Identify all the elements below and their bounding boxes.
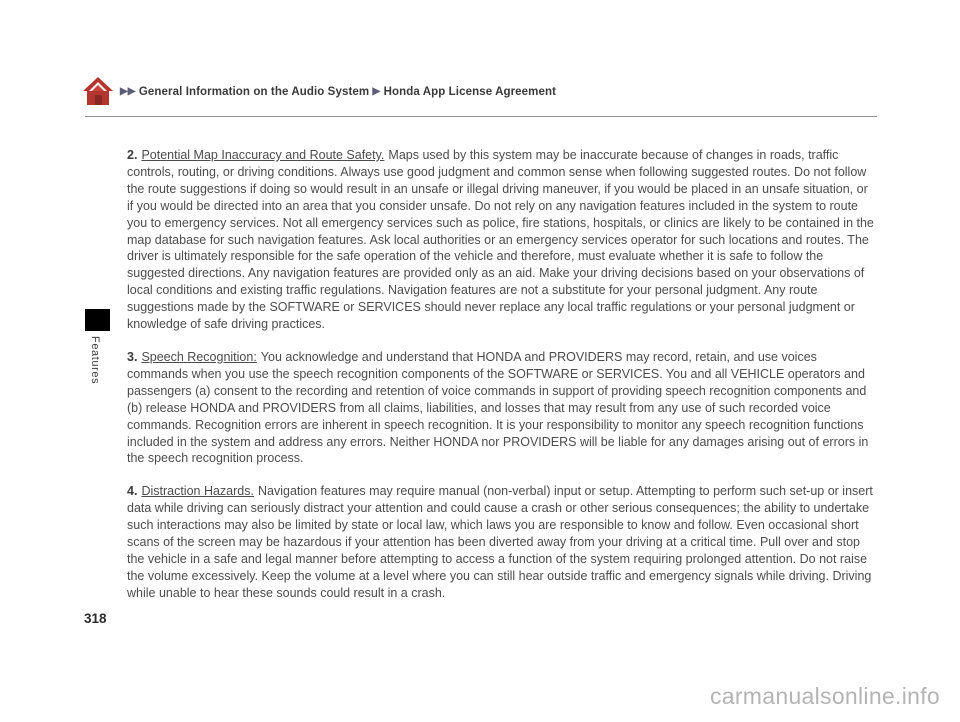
paragraph-number: 4.	[127, 484, 138, 499]
paragraph-heading: Speech Recognition:	[141, 349, 257, 364]
paragraph-heading: Distraction Hazards.	[141, 484, 254, 499]
breadcrumb	[120, 84, 556, 98]
paragraph-heading: Potential Map Inaccuracy and Route Safety.	[141, 148, 385, 162]
paragraph-body: Maps used by this system may be inaccurate because of changes in roads, traffic controls, routing, or driving conditions. Always use good judgment and common sense when following suggested routes. Do not follow the route suggestions if doing so would result in an unsafe or illegal driving maneuver, if you would be placed in an unsafe situation, or if you would be directed into an area that you consider unsafe. Do not rely on any navigation features included in the system to route you to emergency services. Not all emergency services such as police, fire stations, hospitals, or clinics are likely to be contained in the map database for such navigation features. Ask local authorities or an emergency services operator for such locations and routes. The driver is ultimately responsible for the safe operation of the vehicle and therefore, must evaluate whether it is safe to follow the suggested directions. Any navigation features are provided only as an aid. Make your driving decisions based on your observations of local conditions and existing traffic regulations. Navigation features are not a substitute for your personal judgment. Any route suggestions made by the SOFTWARE or SERVICES should never replace any local traffic regulations or your personal judgment or knowledge of safe driving practices.	[127, 148, 874, 332]
paragraph-distraction-hazards	[127, 483, 877, 601]
watermark: carmanualsonline.info	[709, 683, 940, 709]
home-icon[interactable]	[83, 76, 113, 106]
paragraph-number: 2.	[127, 148, 138, 162]
page-number: 318	[84, 611, 107, 626]
header-divider	[85, 116, 877, 117]
paragraph-body: Navigation features may require manual (non-verbal) input or setup. Attempting to perform such set-up or insert data while driving can seriously distract your attention and could cause a crash or other serious consequences; the ability to undertake such interactions may also be limited by state or local law, which laws you are responsible to know and follow. Even occasional short scans of the screen may be hazardous if your attention has been diverted away from your driving at a critical time. Pull over and stop the vehicle in a safe and legal manner before attempting to access a function of the system requiring prolonged attention. Do not raise the volume excessively. Keep the volume at a level where you can still hear outside traffic and emergency signals while driving. Driving while unable to hear these sounds could result in a crash.	[127, 484, 873, 600]
paragraph-body: You acknowledge and understand that HONDA and PROVIDERS may record, retain, and use voices commands when you use the speech recognition components of the SOFTWARE or SERVICES. You and all VEHICLE operators and passengers (a) consent to the recording and retention of voice commands in support of providing speech recognition components and (b) release HONDA and PROVIDERS from all claims, liabilities, and losses that may result from any use of such recorded voice commands. Recognition errors are inherent in speech recognition. It is your responsibility to monitor any speech recognition functions included in the system and address any errors. Neither HONDA nor PROVIDERS will be liable for any damages arising out of errors in the speech recognition process.	[127, 349, 869, 466]
paragraph-map-inaccuracy	[127, 147, 877, 333]
breadcrumb-page: Honda App License Agreement	[383, 86, 557, 98]
license-agreement-text	[127, 147, 877, 618]
paragraph-speech-recognition	[127, 349, 877, 467]
chapter-tab-label: Features	[89, 336, 101, 385]
breadcrumb-arrows-icon: ▶▶	[120, 86, 136, 97]
chapter-tab-marker	[85, 309, 110, 331]
page-header	[83, 76, 556, 106]
paragraph-number: 3.	[127, 349, 138, 364]
breadcrumb-separator-icon: ▶	[372, 86, 381, 97]
breadcrumb-section: General Information on the Audio System	[138, 86, 370, 98]
